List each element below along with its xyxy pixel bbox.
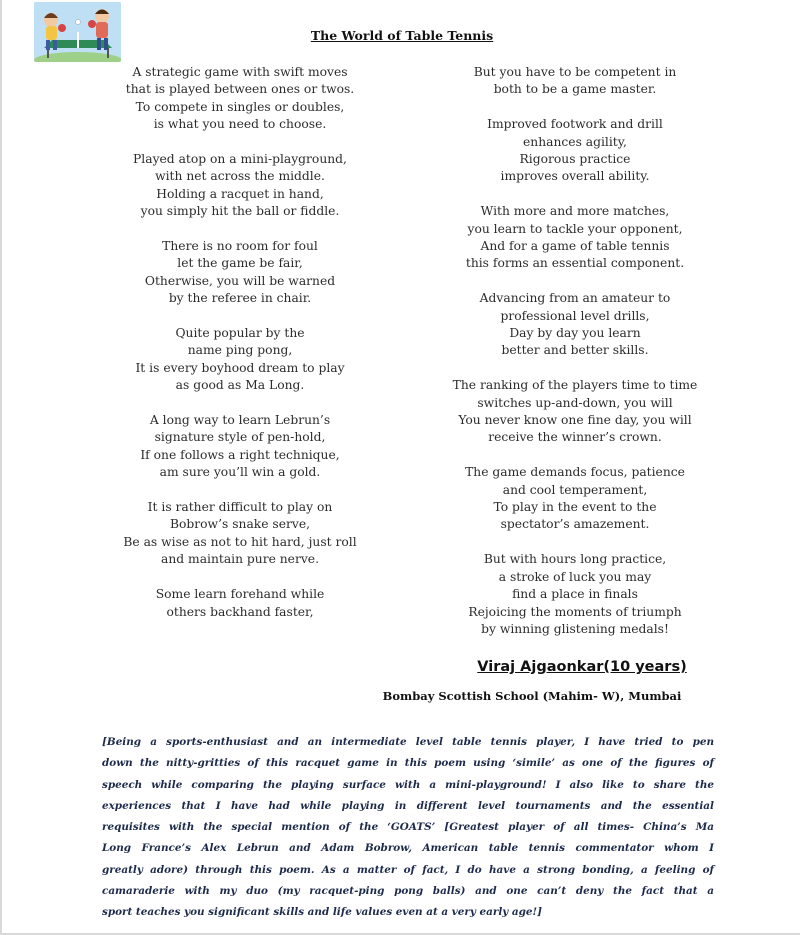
- poem-line: The ranking of the players time to time: [452, 378, 698, 393]
- poem-line: signature style of pen-hold,: [154, 430, 326, 445]
- poem-line: and cool temperament,: [502, 482, 648, 497]
- poem-stanza: [410, 203, 740, 273]
- poem-line: switches up-and-down, you will: [477, 395, 673, 410]
- poem-line: Improved footwork and drill: [487, 117, 663, 132]
- poem-line: and maintain pure nerve.: [161, 552, 319, 567]
- poem-line: Some learn forehand while: [155, 587, 325, 602]
- poem-line: Holding a racquet in hand,: [156, 186, 324, 201]
- poem-line: is what you need to choose.: [153, 117, 327, 132]
- poem-line: spectator’s amazement.: [500, 517, 650, 532]
- poem-line: Rejoicing the moments of triumph: [468, 604, 682, 619]
- poem-line: by winning glistening medals!: [481, 621, 669, 636]
- poem-line: Otherwise, you will be warned: [144, 273, 336, 288]
- poem-line: by the referee in chair.: [168, 291, 312, 306]
- poem-line: improves overall ability.: [500, 169, 650, 184]
- poem-title: The World of Table Tennis: [310, 28, 494, 43]
- poem-left-column: [75, 64, 405, 638]
- poem-line: as good as Ma Long.: [175, 378, 305, 393]
- author-name: Viraj Ajgaonkar(10 years): [477, 659, 687, 675]
- poem-line: Quite popular by the: [175, 326, 305, 341]
- poem-line: To compete in singles or doubles,: [135, 99, 345, 114]
- poem-line: Rigorous practice: [519, 152, 631, 167]
- poem-stanza: [75, 151, 405, 221]
- poem-stanza: [410, 290, 740, 360]
- poem-line: It is every boyhood dream to play: [135, 360, 345, 375]
- poem-line: Played atop on a mini-playground,: [133, 152, 347, 167]
- author-note: [102, 732, 714, 924]
- poem-stanza: [75, 64, 405, 134]
- poem-stanza: [410, 116, 740, 186]
- poem-line: a stroke of luck you may: [498, 569, 652, 584]
- poem-line: A strategic game with swift moves: [132, 65, 348, 79]
- poem-stanza: [75, 238, 405, 308]
- poem-line: There is no room for foul: [162, 239, 318, 254]
- poem-stanza: [410, 377, 740, 447]
- poem-line: receive the winner’s crown.: [488, 430, 662, 445]
- poem-stanza: [75, 586, 405, 621]
- note-line: requisites with the special mention of the ‘GOATS’ [Greatest player of all times- China’s Ma: [102, 821, 714, 834]
- poem-line: both to be a game master.: [493, 82, 657, 97]
- poem-line: It is rather difficult to play on: [147, 500, 333, 515]
- poem-line: But with hours long practice,: [483, 552, 667, 567]
- poem-line: professional level drills,: [500, 308, 650, 323]
- poem-line: With more and more matches,: [480, 204, 670, 219]
- poem-line: To play in the event to the: [493, 500, 657, 515]
- note-line: speech while comparing the playing surface with a mini-playground! I also like to share the: [102, 778, 714, 791]
- poem-line: enhances agility,: [523, 134, 627, 149]
- poem-line: let the game be fair,: [177, 256, 303, 271]
- poem-line: that is played between ones or twos.: [125, 82, 355, 97]
- poem-stanza: [75, 412, 405, 482]
- poem-line: And for a game of table tennis: [480, 239, 670, 254]
- poem-line: others backhand faster,: [166, 604, 314, 619]
- note-line: greatly adore) through this poem. As a matter of fact, I do have a strong bonding, a feeling of: [102, 863, 714, 876]
- poem-stanza: [410, 64, 740, 99]
- poem-line: If one follows a right technique,: [140, 447, 340, 462]
- poem-right-column: [410, 64, 740, 656]
- poem-line: this forms an essential component.: [465, 256, 685, 271]
- poem-line: You never know one fine day, you will: [458, 413, 692, 428]
- poem-stanza: [410, 551, 740, 638]
- poem-stanza: [410, 464, 740, 534]
- poem-line: The game demands focus, patience: [465, 465, 685, 480]
- poem-stanza: [75, 499, 405, 569]
- school-name: Bombay Scottish School (Mahim- W), Mumbai: [382, 689, 682, 703]
- note-line: Long France’s Alex Lebrun and Adam Bobrow, American table tennis commentator whom I: [102, 842, 714, 855]
- note-line: [Being a sports-enthusiast and an intermediate level table tennis player, I have tried to pen: [102, 736, 714, 748]
- poem-line: you learn to tackle your opponent,: [467, 221, 683, 236]
- poem-line: with net across the middle.: [155, 169, 325, 184]
- poem-line: Day by day you learn: [509, 326, 641, 341]
- poem-line: better and better skills.: [501, 343, 649, 358]
- poem-stanza: [75, 325, 405, 395]
- poem-line: Bobrow’s snake serve,: [169, 517, 311, 532]
- poem-line: am sure you’ll win a gold.: [159, 465, 321, 480]
- note-line: experiences that I have had while playing in different level tournaments and the essential: [102, 799, 714, 812]
- poem-line: Advancing from an amateur to: [479, 291, 671, 306]
- poem-line: A long way to learn Lebrun’s: [149, 413, 331, 428]
- note-line: camaraderie with my duo (my racquet-ping pong balls) and one can’t deny the fact that a: [102, 885, 714, 898]
- note-line: down the nitty-gritties of this racquet game in this poem using ‘simile’ as one of the figures of: [102, 757, 714, 770]
- poem-line: you simply hit the ball or fiddle.: [140, 204, 340, 219]
- poem-line: name ping pong,: [187, 343, 293, 358]
- poem-line: But you have to be competent in: [473, 65, 677, 79]
- note-line: sport teaches you significant skills and life values even at a very early age!]: [102, 906, 543, 919]
- poem-line: Be as wise as not to hit hard, just roll: [123, 534, 357, 549]
- poem-line: find a place in finals: [512, 587, 638, 602]
